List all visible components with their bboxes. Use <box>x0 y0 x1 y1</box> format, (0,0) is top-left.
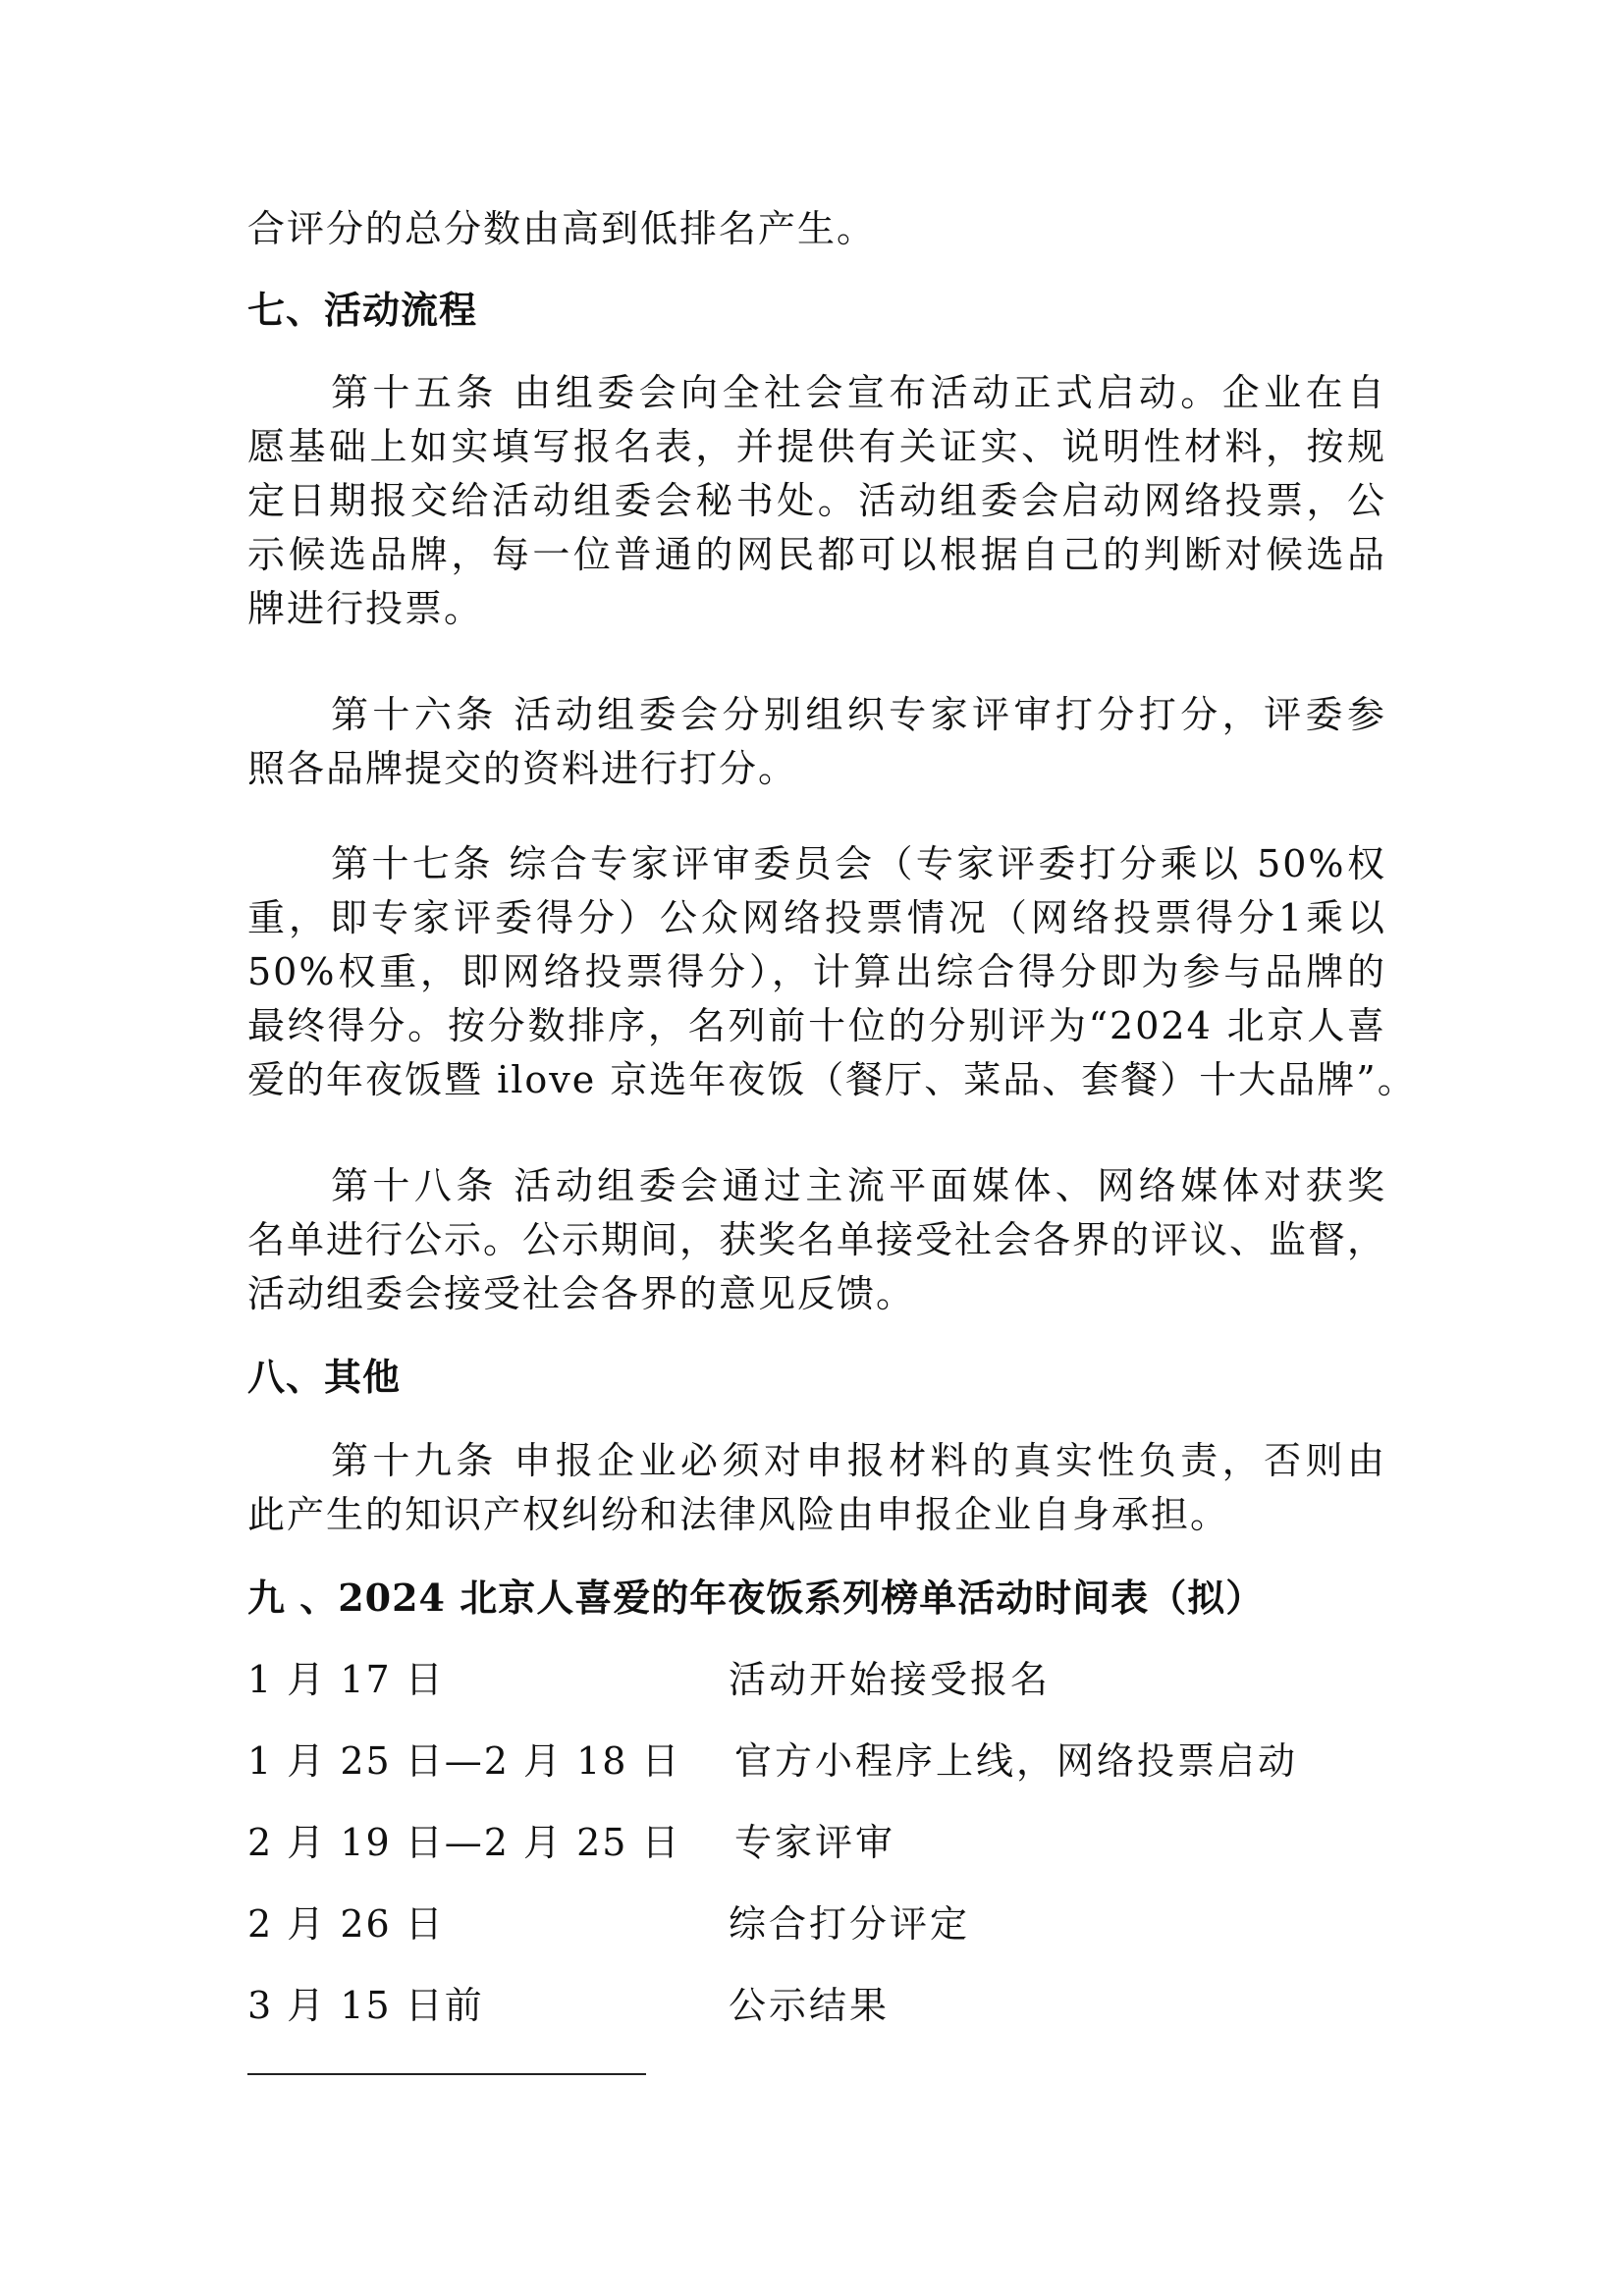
article-17-line: 重，即专家评委得分）公众网络投票情况（网络投票得分1乘以 <box>247 896 1386 939</box>
article-15-line: 牌进行投票。 <box>247 587 484 630</box>
article-18-line: 活动组委会接受社会各界的意见反馈。 <box>247 1272 916 1315</box>
article-17-line: 爱的年夜饭暨 ilove 京选年夜饭（餐厅、菜品、套餐）十大品牌”。 <box>247 1058 1417 1101</box>
section-8-heading: 八、其他 <box>247 1355 402 1399</box>
article-18-line: 名单进行公示。公示期间，获奖名单接受社会各界的评议、监督， <box>247 1218 1387 1261</box>
article-15-line: 示候选品牌，每一位普通的网民都可以根据自己的判断对候选品 <box>247 533 1386 576</box>
schedule-date: 1 月 17 日 <box>247 1658 445 1701</box>
article-17-line: 最终得分。按分数排序，名列前十位的分别评为“2024 北京人喜 <box>247 1004 1386 1047</box>
schedule-date: 2 月 19 日—2 月 25 日 <box>247 1821 681 1864</box>
schedule-event: 公示结果 <box>729 1984 891 2027</box>
article-19-line: 第十九条 申报企业必须对申报材料的真实性负责，否则由 <box>331 1439 1386 1482</box>
article-16-line: 第十六条 活动组委会分别组织专家评审打分打分，评委参 <box>331 693 1386 736</box>
article-15-line: 定日期报交给活动组委会秘书处。活动组委会启动网络投票，公 <box>247 479 1386 522</box>
section-7-heading: 七、活动流程 <box>247 288 478 332</box>
schedule-date: 3 月 15 日前 <box>247 1984 484 2027</box>
schedule-event: 官方小程序上线，网络投票启动 <box>734 1739 1299 1783</box>
article-16-line: 照各品牌提交的资料进行打分。 <box>247 747 798 790</box>
article-17-line: 50%权重，即网络投票得分），计算出综合得分即为参与品牌的 <box>247 950 1386 993</box>
footnote-separator <box>247 2073 646 2075</box>
schedule-date: 1 月 25 日—2 月 18 日 <box>247 1739 681 1783</box>
schedule-event: 综合打分评定 <box>729 1902 971 1946</box>
schedule-date: 2 月 26 日 <box>247 1902 445 1946</box>
section-9-heading: 九 、2024 北京人喜爱的年夜饭系列榜单活动时间表（拟） <box>247 1575 1265 1620</box>
article-17-line: 第十七条 综合专家评审委员会（专家评委打分乘以 50%权 <box>331 842 1386 885</box>
schedule-event: 专家评审 <box>734 1821 896 1864</box>
article-15-line: 第十五条 由组委会向全社会宣布活动正式启动。企业在自 <box>331 371 1386 414</box>
article-15-line: 愿基础上如实填写报名表，并提供有关证实、说明性材料，按规 <box>247 425 1386 468</box>
intro-tail-line: 合评分的总分数由高到低排名产生。 <box>247 207 877 250</box>
article-18-line: 第十八条 活动组委会通过主流平面媒体、网络媒体对获奖 <box>331 1164 1386 1207</box>
schedule-event: 活动开始接受报名 <box>729 1658 1052 1701</box>
article-19-line: 此产生的知识产权纠纷和法律风险由申报企业自身承担。 <box>247 1493 1230 1536</box>
